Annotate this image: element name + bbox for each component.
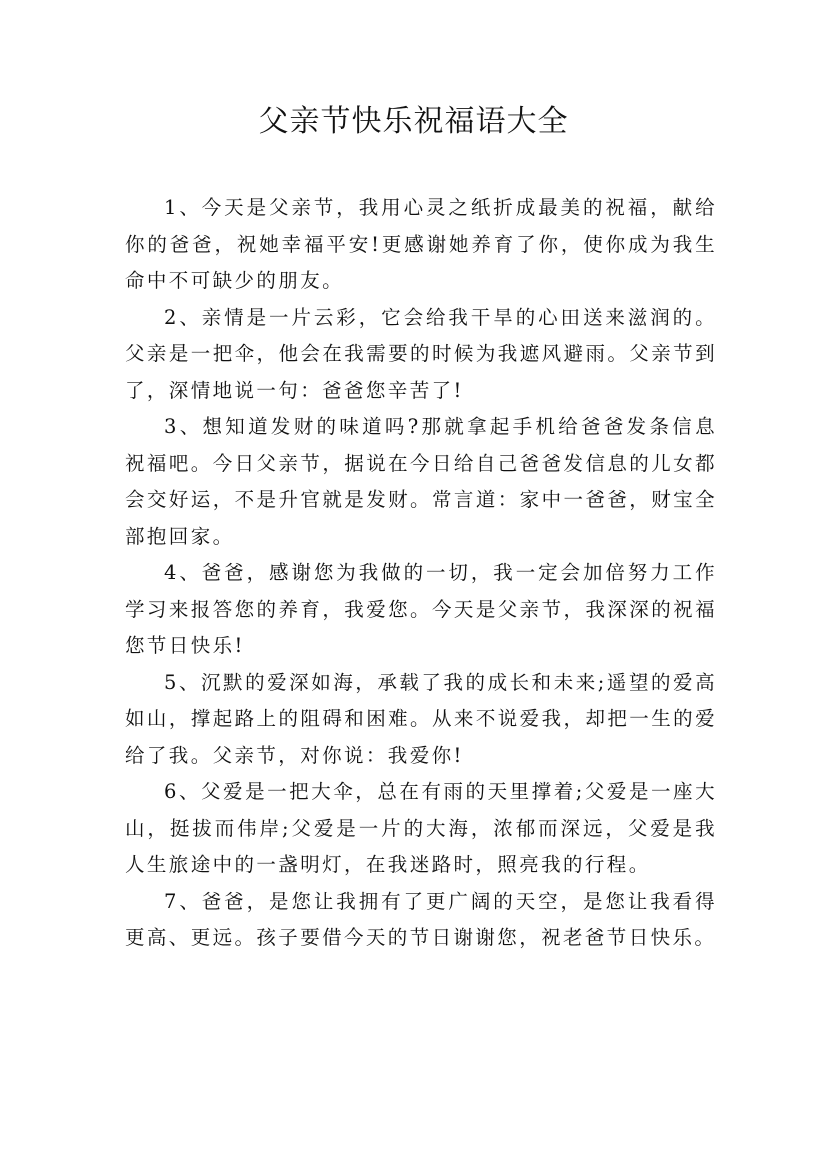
paragraph-1: 1、今天是父亲节，我用心灵之纸折成最美的祝福，献给你的爸爸，祝她幸福平安!更感谢她养育了你，使你成为我生命中不可缺少的朋友。 bbox=[125, 196, 717, 292]
paragraph-5: 5、沉默的爱深如海，承载了我的成长和未来;遥望的爱高如山，撑起路上的阻碍和困难。从来不说爱我，却把一生的爱给了我。父亲节，对你说：我爱你! bbox=[125, 670, 717, 767]
paragraph-7: 7、爸爸，是您让我拥有了更广阔的天空，是您让我看得更高、更远。孩子要借今天的节日谢谢您，祝老爸节日快乐。 bbox=[125, 889, 717, 949]
paragraph-4: 4、爸爸，感谢您为我做的一切，我一定会加倍努力工作学习来报答您的养育，我爱您。今天是父亲节，我深深的祝福您节日快乐! bbox=[125, 561, 717, 657]
paragraph-2: 2、亲情是一片云彩，它会给我干旱的心田送来滋润的。父亲是一把伞，他会在我需要的时候为我遮风避雨。父亲节到了，深情地说一句：爸爸您辛苦了! bbox=[125, 305, 717, 402]
paragraph-3: 3、想知道发财的味道吗?那就拿起手机给爸爸发条信息祝福吧。今日父亲节，据说在今日给自己爸爸发信息的儿女都会交好运，不是升官就是发财。常言道：家中一爸爸，财宝全部抱回家。 bbox=[125, 415, 717, 548]
document-title: 父亲节快乐祝福语大全 bbox=[258, 104, 569, 139]
paragraph-6: 6、父爱是一把大伞，总在有雨的天里撑着;父爱是一座大山，挺拔而伟岸;父爱是一片的大海，浓郁而深远，父爱是我人生旅途中的一盏明灯，在我迷路时，照亮我的行程。 bbox=[125, 780, 717, 876]
document-body bbox=[125, 190, 717, 957]
